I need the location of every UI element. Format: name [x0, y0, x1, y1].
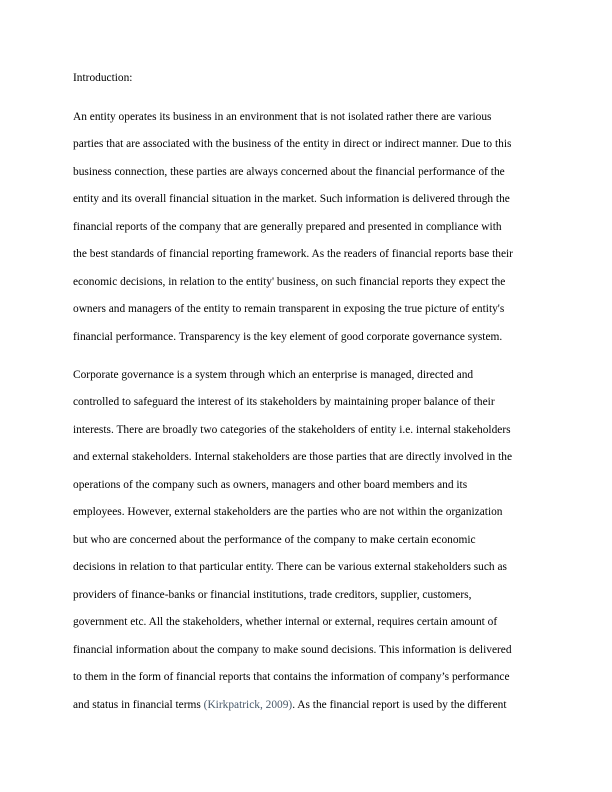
paragraph-2-line-10: government etc. All the stakeholders, whether internal or external, requires certain amount of — [73, 616, 498, 628]
paragraph-2-line-13 — [73, 698, 507, 712]
section-heading: Introduction: — [73, 72, 133, 84]
paragraph-1-line-6: the best standards of financial reporting framework. As the readers of financial reports base their — [73, 248, 513, 260]
paragraph-1-line-7: economic decisions, in relation to the entity' business, on such financial reports they expect the — [73, 276, 506, 288]
paragraph-2-line-2: controlled to safeguard the interest of its stakeholders by maintaining proper balance of their — [73, 396, 495, 408]
paragraph-2-line-11: financial information about the company to make sound decisions. This information is delivered — [73, 644, 512, 656]
paragraph-2-line-8: decisions in relation to that particular entity. There can be various external stakeholders such as — [73, 561, 507, 573]
paragraph-1-line-1: An entity operates its business in an environment that is not isolated rather there are various — [73, 111, 492, 123]
paragraph-2-line-9: providers of finance-banks or financial institutions, trade creditors, supplier, customers, — [73, 589, 472, 601]
paragraph-1-line-2: parties that are associated with the business of the entity in direct or indirect manner. Due to this — [73, 138, 512, 150]
paragraph-1-line-8: owners and managers of the entity to remain transparent in exposing the true picture of entity's — [73, 303, 505, 315]
line-text-after-citation: . As the financial report is used by the different — [292, 699, 507, 711]
paragraph-1-line-5: financial reports of the company that are generally prepared and presented in compliance with — [73, 221, 502, 233]
paragraph-1-line-4: entity and its overall financial situation in the market. Such information is delivered through the — [73, 193, 510, 205]
paragraph-2-line-12: to them in the form of financial reports that contains the information of company’s performance — [73, 671, 510, 683]
paragraph-1-line-9: financial performance. Transparency is the key element of good corporate governance system. — [73, 331, 503, 343]
line-text-before-citation: and status in financial terms — [73, 699, 204, 711]
paragraph-1-line-3: business connection, these parties are always concerned about the financial performance of the — [73, 166, 505, 178]
paragraph-2-line-3: interests. There are broadly two categories of the stakeholders of entity i.e. internal stakeholders — [73, 424, 511, 436]
paragraph-2-line-1: Corporate governance is a system through which an enterprise is managed, directed and — [73, 369, 474, 381]
paragraph-2-line-6: employees. However, external stakeholders are the parties who are not within the organization — [73, 506, 503, 518]
paragraph-2-line-7: but who are concerned about the performance of the company to make certain economic — [73, 534, 476, 546]
citation: (Kirkpatrick, 2009) — [203, 699, 293, 711]
paragraph-2-line-5: operations of the company such as owners, managers and other board members and its — [73, 479, 468, 491]
paragraph-2-line-4: and external stakeholders. Internal stakeholders are those parties that are directly involved in the — [73, 451, 513, 463]
